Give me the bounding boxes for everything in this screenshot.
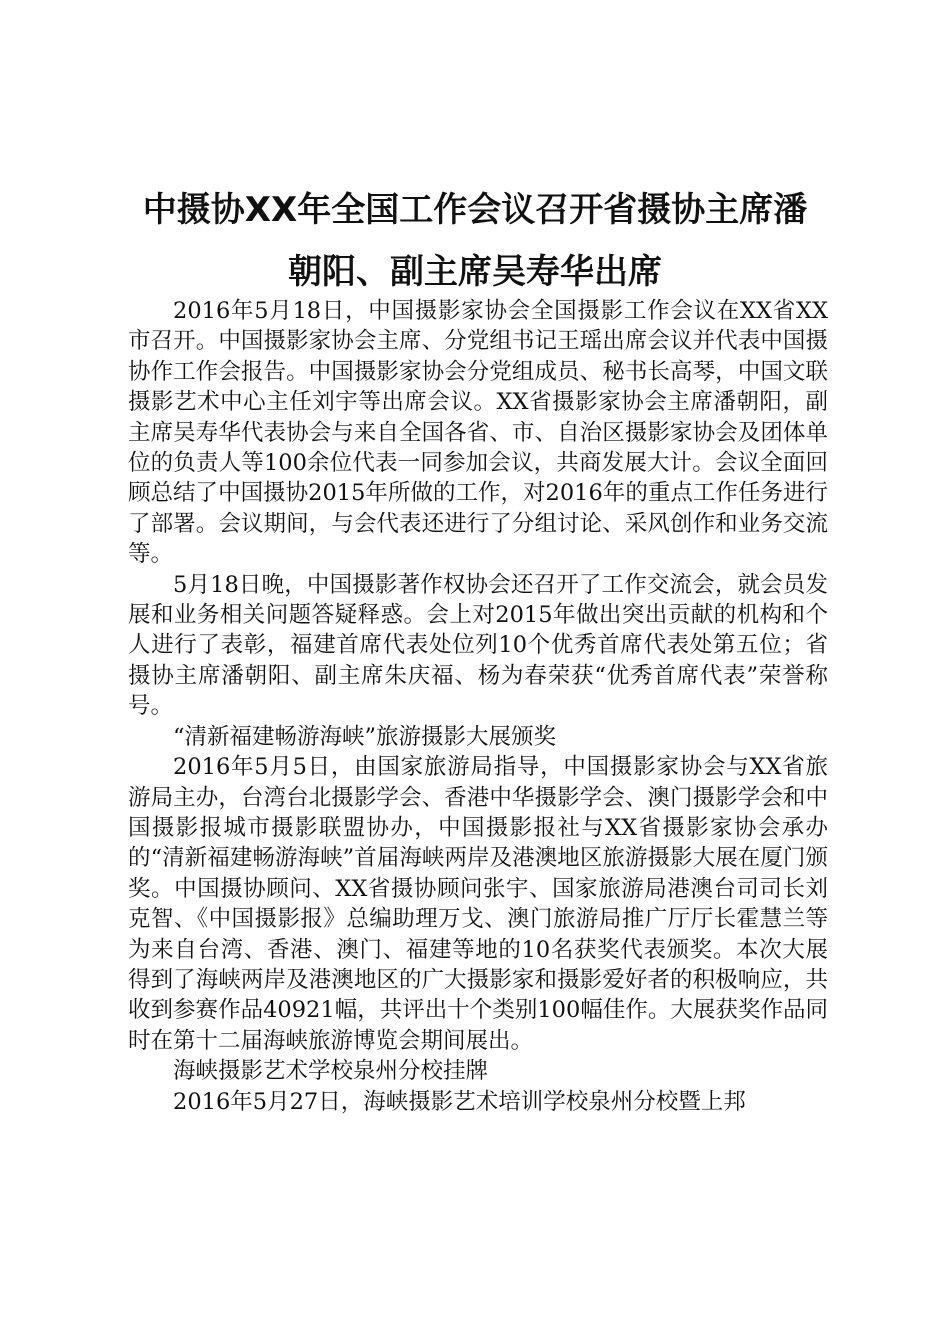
paragraph-meeting: 2016年5月18日，中国摄影家协会全国摄影工作会议在XX省XX市召开。中国摄影家协会主席、分党组书记王瑶出席会议并代表中国摄协作工作会报告。中国摄影家协会分党组成员、秘书长高琴，中国文联摄影艺术中心主任刘宇等出席会议。XX省摄影家协会主席潘朝阳，副主席吴寿华代表协会与来自全国各省、市、自治区摄影家协会及团体单位的负责人等100余位代表一同参加会议，共商发展大计。会议全面回顾总结了中国摄协2015年所做的工作，对2016年的重点工作任务进行了部署。会议期间，与会代表还进行了分组讨论、采风创作和业务交流等。 [128, 298, 828, 568]
paragraph-travel-exhibition: 2016年5月5日，由国家旅游局指导，中国摄影家协会与XX省旅游局主办，台湾台北摄影学会、香港中华摄影学会、澳门摄影学会和中国摄影报城市摄影联盟协办，中国摄影报社与XX省摄影家协会承办的“清新福建畅游海峡”首届海峡两岸及港澳地区旅游摄影大展在厦门颁奖。中国摄协顾问、XX省摄协顾问张宇、国家旅游局港澳台司司长刘克智、《中国摄影报》总编助理万戈、澳门旅游局推广厅厅长霍慧兰等为来自台湾、香港、澳门、福建等地的10名获奖代表颁奖。本次大展得到了海峡两岸及港澳地区的广大摄影家和摄影爱好者的积极响应，共收到参赛作品40921幅，共评出十个类别100幅佳作。大展获奖作品同时在第十二届海峡旅游博览会期间展出。 [128, 754, 828, 1054]
section-heading-travel-exhibition: “清新福建畅游海峡”旅游摄影大展颁奖 [173, 723, 557, 750]
paragraph-school: 2016年5月27日，海峡摄影艺术培训学校泉州分校暨上邦 [173, 1088, 746, 1115]
section-heading-school: 海峡摄影艺术学校泉州分校挂牌 [173, 1058, 489, 1085]
document-body [128, 296, 828, 1117]
document-title-line1: 中摄协XX年全国工作会议召开省摄协主席潘 [142, 190, 808, 230]
paragraph-copyright-meeting: 5月18日晚，中国摄影著作权协会还召开了工作交流会，就会员发展和业务相关问题答疑释惑。会上对2015年做出突出贡献的机构和个人进行了表彰，福建首席代表处位列10个优秀首席代表处第五位；省摄协主席潘朝阳、副主席朱庆福、杨为春荣获“优秀首席代表”荣誉称号。 [128, 571, 828, 720]
document-title-line2: 朝阳、副主席吴寿华出席 [288, 252, 662, 292]
